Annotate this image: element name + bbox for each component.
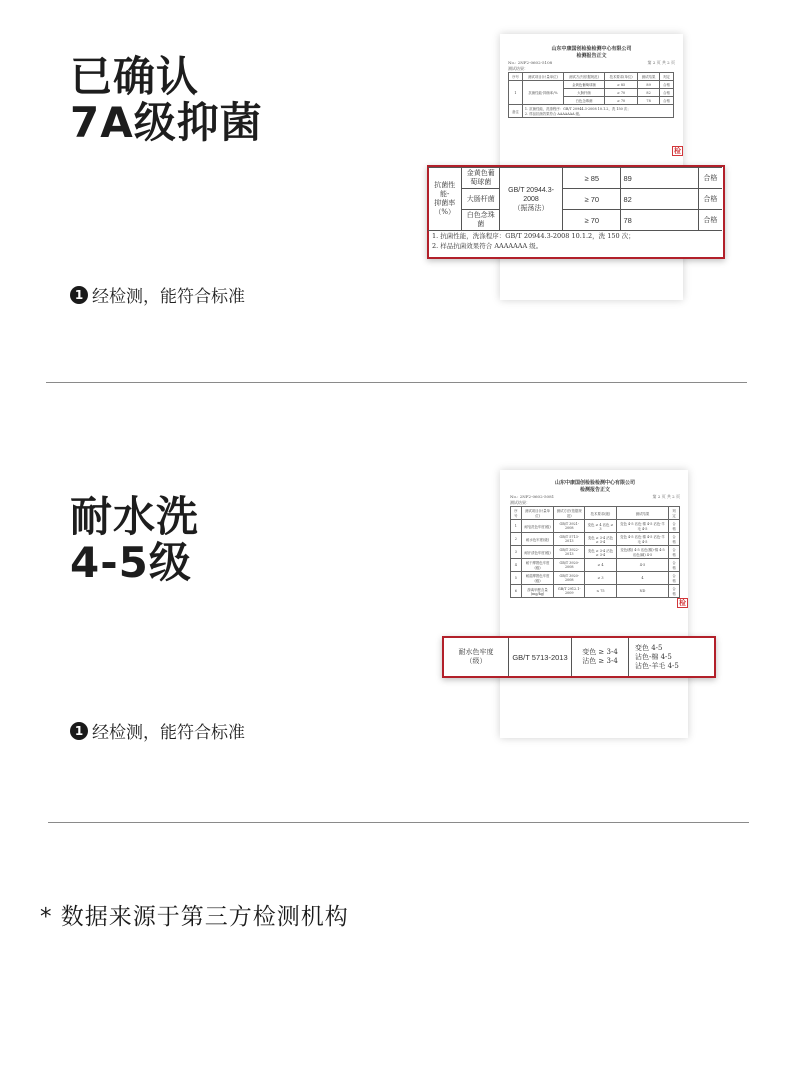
report2-cell: 4 <box>616 572 668 585</box>
report1-head-cell: 判定 <box>660 73 674 81</box>
report1-head-cell: 测试项目(计量单位) <box>522 73 563 81</box>
report2-cell: 变色 ≥ 4 沾色 ≥ 3 <box>585 520 617 533</box>
report2-table <box>510 506 680 598</box>
report2-cell: GB/T 5713-2013 <box>554 533 585 546</box>
report2-head-cell: 测试结果 <box>616 507 668 520</box>
report1-no: No.: 2NF2-0602-5108 <box>508 60 553 65</box>
zoom1-org1-a: 金黄色葡 <box>466 169 495 177</box>
report2-cell: 耐水色牢度(级) <box>521 533 554 546</box>
zoom1-req: ≥ 85 <box>563 168 621 189</box>
report2-cell: 耐皂洗色牢度(级) <box>521 520 554 533</box>
report2-cell: 耐汗渍色牢度(级) <box>521 546 554 559</box>
zoom2-result-b: 沾色-棉 4-5 <box>635 652 672 661</box>
report2-head-cell: 技术要求(级) <box>585 507 617 520</box>
zoom1-method-code: GB/T 20944.3-2008 <box>508 186 554 203</box>
zoom1-method <box>499 168 562 231</box>
report2-cell: 游离甲醛含量(mg/kg) <box>521 585 554 598</box>
zoom1-req: ≥ 70 <box>563 210 621 231</box>
report2-head-cell: 测试方法(依据规范) <box>554 507 585 520</box>
report2-cell: 耐湿摩擦色牢度(级) <box>521 572 554 585</box>
report2-cell: GB/T 3920-2008 <box>554 559 585 572</box>
report2-org: 山东中康国创检验检测中心有限公司 <box>554 480 635 486</box>
report1-seq: 1 <box>509 81 523 105</box>
report2-cell: 4-5 <box>616 559 668 572</box>
report1-req: ≥ 70 <box>605 89 638 97</box>
table-row <box>509 81 674 89</box>
report2-stamp: 检 <box>679 598 686 607</box>
report1-remark-label: 备注 <box>509 105 523 118</box>
report2-cell: 1 <box>511 520 522 533</box>
zoom1-table <box>428 167 722 231</box>
report1-item: 抗菌性能-抑菌率/% <box>522 81 563 105</box>
report1-verdict: 合格 <box>660 81 674 89</box>
table-row <box>511 559 680 572</box>
report1-result: 89 <box>638 81 660 89</box>
zoom2-item-b: （级） <box>465 657 487 665</box>
report1-stamp: 检 <box>674 146 681 155</box>
report2-cell: GB/T 2912.1-2009 <box>554 585 585 598</box>
divider-2 <box>48 822 749 823</box>
report2-cell: 4 <box>511 559 522 572</box>
report2-cell: ≥ 3 <box>585 572 617 585</box>
report2-cell: 耐干摩擦色牢度(级) <box>521 559 554 572</box>
report2-cell: 变色 4-5 沾色-棉 4-5 沾色-羊毛 4-5 <box>616 533 668 546</box>
divider-1 <box>46 382 747 383</box>
zoom1-organism <box>462 210 499 231</box>
table-row <box>428 189 722 210</box>
section1-title <box>70 54 263 146</box>
zoom1-remark2: 2. 样品抗菌效果符合 AAAAAAA 级。 <box>432 242 543 250</box>
report1-head-cell: 测试结果 <box>638 73 660 81</box>
zoom1-organism <box>462 168 499 189</box>
table-row <box>511 520 680 533</box>
report2-head-cell: 测试项目(计量单位) <box>521 507 554 520</box>
zoom2-req-b: 沾色 ≥ 3-4 <box>582 657 618 665</box>
report2-zoom-callout <box>442 636 716 678</box>
report1-remark1: 1. 抗菌性能，洗涤程序：GB/T 20944.3-2008 10.1.2，洗 150 次； <box>524 107 631 111</box>
report1-verdict: 合格 <box>660 89 674 97</box>
report1-zoom-callout <box>427 165 725 259</box>
report1-head-cell: 序号 <box>509 73 523 81</box>
zoom1-req: ≥ 70 <box>563 189 621 210</box>
report1-organism: 金黄色葡萄球菌 <box>563 81 604 89</box>
report1-organism: 白色念珠菌 <box>563 97 604 105</box>
zoom2-result-c: 沾色-羊毛 4-5 <box>635 661 679 670</box>
report2-results-label: 测试结果： <box>510 500 530 505</box>
zoom1-item <box>428 168 462 231</box>
report1-head-cell: 测试方法(依据规范) <box>563 73 604 81</box>
zoom2-item-a: 耐水色牢度 <box>458 648 494 656</box>
report2-cell: 变色 ≥ 3-4 沾色 ≥ 3-4 <box>585 533 617 546</box>
zoom1-result: 82 <box>621 189 698 210</box>
report2-doc: 检测报告正文 <box>579 487 610 493</box>
report2-cell: 5 <box>511 572 522 585</box>
zoom1-org3-a: 白色念珠 <box>466 211 495 219</box>
table-row <box>428 210 722 231</box>
zoom2-req-a: 变色 ≥ 3-4 <box>582 648 618 656</box>
report2-cell: 变色 4-5 沾色-棉 4-5 沾色-羊毛 4-5 <box>616 520 668 533</box>
zoom1-verdict: 合格 <box>698 189 722 210</box>
section2-title-line2: 4-5级 <box>70 538 192 587</box>
report2-cell: 合格 <box>669 572 680 585</box>
table-row <box>511 546 680 559</box>
report2-cell: GB/T 3921-2008 <box>554 520 585 533</box>
report2-cell: ≤ 75 <box>585 585 617 598</box>
report1-remark2: 2. 样品抗菌效果符合 AAAAAAA 级。 <box>524 112 583 116</box>
report1-result: 78 <box>638 97 660 105</box>
report1-table <box>508 72 674 118</box>
report2-page: 第 2 页 共 2 页 <box>652 494 680 499</box>
section1-note <box>70 282 245 307</box>
report1-doc: 检测报告正文 <box>576 53 607 59</box>
zoom2-table <box>444 638 714 676</box>
section2-note-text: 经检测，能符合标准 <box>92 723 245 743</box>
zoom1-org1-b: 萄球菌 <box>470 178 492 186</box>
zoom2-item <box>444 638 509 676</box>
report1-verdict: 合格 <box>660 97 674 105</box>
table-row <box>511 572 680 585</box>
report1-remarks <box>522 105 673 118</box>
report1-org: 山东中康国创检验检测中心有限公司 <box>551 46 632 52</box>
footer-source-note: * 数据来源于第三方检测机构 <box>40 904 349 930</box>
number-badge-icon: 1 <box>70 286 88 304</box>
report1-head-cell: 技术要求(单位) <box>605 73 638 81</box>
report2-head-cell: 序号 <box>511 507 522 520</box>
table-row <box>444 638 714 676</box>
zoom1-item-a: 抗菌性能- <box>434 181 456 198</box>
table-row <box>428 168 722 189</box>
report2-head-cell: 判定 <box>669 507 680 520</box>
report2-no: No.: 2NF2-0602-5081 <box>510 494 555 499</box>
report1-table-header <box>509 73 674 81</box>
table-row <box>509 105 674 118</box>
zoom2-result <box>629 638 715 676</box>
zoom2-result-a: 变色 4-5 <box>635 643 663 652</box>
report2-cell: 变色 ≥ 3-4 沾色 ≥ 3-4 <box>585 546 617 559</box>
section1-title-line1: 已确认 <box>70 52 200 101</box>
zoom1-result: 78 <box>621 210 698 231</box>
report1-req: ≥ 85 <box>605 81 638 89</box>
zoom2-method: GB/T 5713-2013 <box>509 638 572 676</box>
section1-note-text: 经检测，能符合标准 <box>92 287 245 307</box>
report2-cell: 6 <box>511 585 522 598</box>
report2-cell: ND <box>616 585 668 598</box>
section2-title <box>70 494 199 586</box>
report2-paper <box>500 470 688 738</box>
zoom1-remark1: 1. 抗菌性能，洗涤程序：GB/T 20944.3-2008 10.1.2，洗 150 次； <box>432 232 635 240</box>
table-row <box>511 533 680 546</box>
report1-organism: 大肠杆菌 <box>563 89 604 97</box>
zoom1-organism: 大肠杆菌 <box>462 189 499 210</box>
report1-req: ≥ 70 <box>605 97 638 105</box>
report2-cell: 合格 <box>669 559 680 572</box>
report2-cell: GB/T 3922-2013 <box>554 546 585 559</box>
report2-cell: ≥ 4 <box>585 559 617 572</box>
report2-cell: 合格 <box>669 546 680 559</box>
report2-cell: 合格 <box>669 585 680 598</box>
section2-title-line1: 耐水洗 <box>70 492 200 541</box>
zoom1-org3-b: 菌 <box>477 220 485 228</box>
zoom1-item-b: 抑菌率 <box>434 199 456 207</box>
section2-note <box>70 718 245 743</box>
zoom1-verdict: 合格 <box>698 168 722 189</box>
report2-table-header <box>511 507 680 520</box>
report1-result: 82 <box>638 89 660 97</box>
report2-cell: 3 <box>511 546 522 559</box>
report2-cell: 变色(酸) 4-5 沾色(酸)-棉 4-5 沾色(碱) 4-5 <box>616 546 668 559</box>
zoom2-req <box>572 638 629 676</box>
report2-cell: 2 <box>511 533 522 546</box>
number-badge-icon: 1 <box>70 722 88 740</box>
zoom1-item-c: （%） <box>434 208 456 216</box>
report2-cell: 合格 <box>669 520 680 533</box>
zoom1-verdict: 合格 <box>698 210 722 231</box>
zoom1-method-note: （振荡法） <box>513 203 549 212</box>
zoom1-result: 89 <box>621 168 698 189</box>
report1-results-label: 测试结果： <box>508 66 528 71</box>
table-row <box>511 585 680 598</box>
report1-page: 第 2 页 共 2 页 <box>647 60 675 65</box>
section1-title-line2: 7A级抑菌 <box>70 98 263 147</box>
report2-cell: 合格 <box>669 533 680 546</box>
report2-cell: GB/T 3920-2008 <box>554 572 585 585</box>
